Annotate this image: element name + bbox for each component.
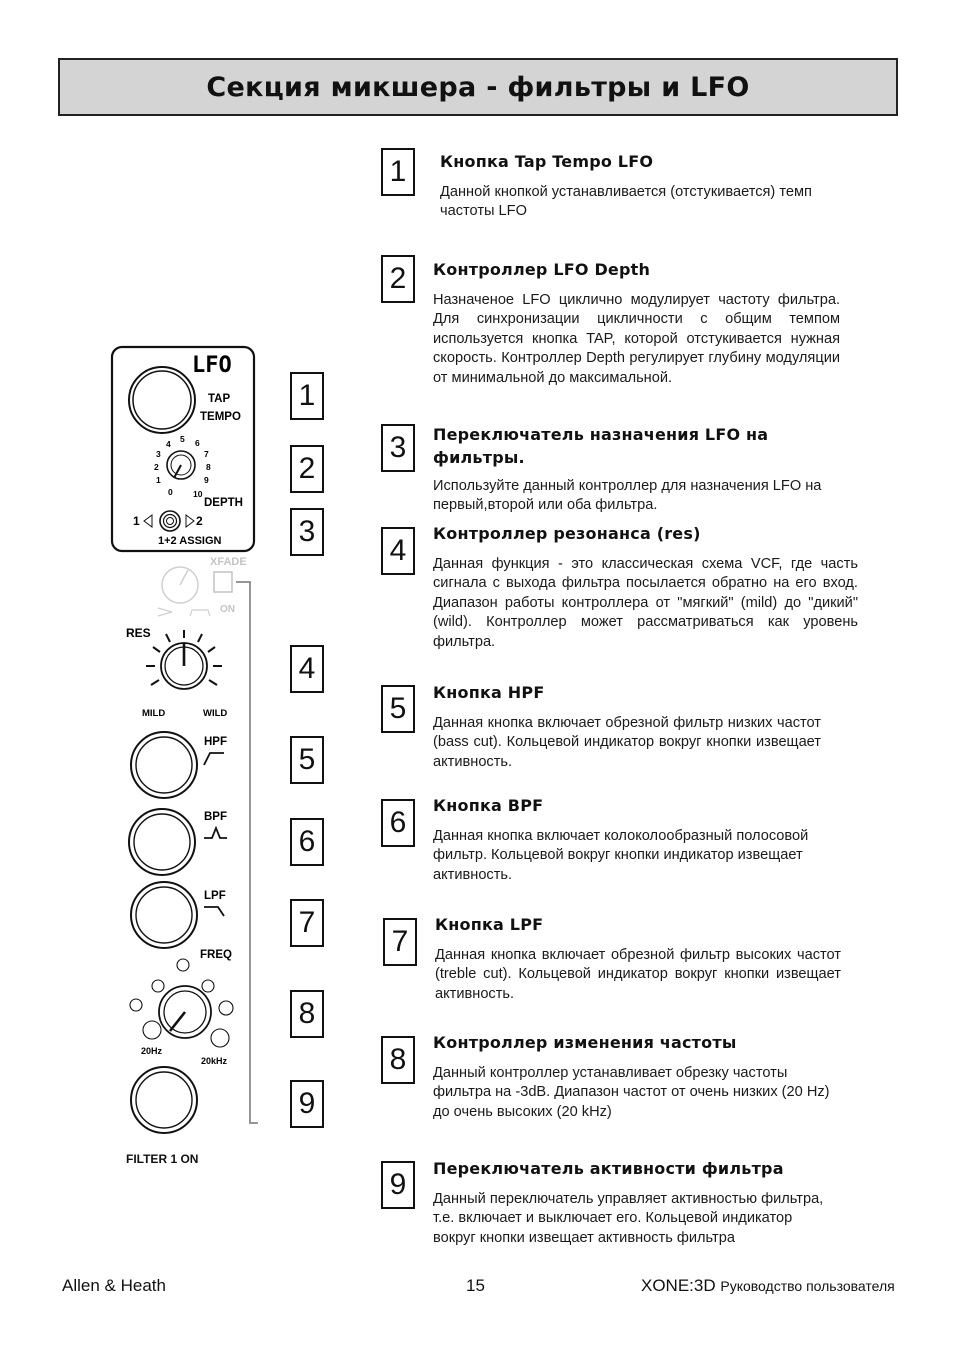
section-text: Данная кнопка включает обрезной фильтр низких частот (bass cut). Кольцевой индикатор вокруг кнопки извещает активность.: [433, 715, 821, 770]
section-hpf: [433, 681, 821, 772]
section-lfo-depth: [433, 258, 840, 388]
freq-knob[interactable]: [159, 986, 211, 1038]
bpf-button[interactable]: [129, 809, 195, 875]
depth-tick: 3: [156, 449, 161, 459]
mild-label: MILD: [142, 708, 166, 719]
lpf-button[interactable]: [131, 882, 197, 948]
assign-left-label: 1: [133, 514, 140, 528]
bpf-curve-icon: [204, 828, 227, 838]
section-number: 6: [381, 799, 415, 847]
filter-on-label: FILTER 1 ON: [126, 1152, 199, 1166]
section-number: 1: [381, 148, 415, 196]
lpf-curve-icon: [204, 907, 224, 916]
callout-number: 6: [290, 818, 324, 866]
depth-tick: 5: [180, 434, 185, 444]
section-bpf: [433, 794, 848, 885]
depth-tick: 1: [156, 475, 161, 485]
xfade-on-button[interactable]: [214, 572, 232, 592]
res-label: RES: [126, 626, 151, 640]
section-title: Кнопка LPF: [435, 915, 544, 934]
assign-label: 1+2 ASSIGN: [158, 535, 222, 547]
section-number: 4: [381, 527, 415, 575]
hpf-curve-icon: [204, 753, 224, 765]
section-text: Данная кнопка включает обрезной фильтр высоких частот (treble cut). Кольцевой индикатор вокруг кнопки извещает активность.: [435, 947, 841, 1002]
lfo-label: LFO: [192, 353, 232, 378]
callout-number: 1: [290, 372, 324, 420]
filter-group-bracket: [236, 582, 258, 1123]
depth-tick: 7: [204, 449, 209, 459]
callout-number: 7: [290, 899, 324, 947]
section-number: 9: [381, 1161, 415, 1209]
callout-number: 3: [290, 508, 324, 556]
section-text: Данной кнопкой устанавливается (отстукивается) темп частоты LFO: [440, 184, 812, 220]
xfade-faded-area: [158, 556, 247, 616]
depth-tick: 9: [204, 475, 209, 485]
depth-tick: 0: [168, 487, 173, 497]
depth-tick: 10: [193, 489, 203, 499]
section-title: Переключатель активности фильтра: [433, 1159, 784, 1178]
lpf-label: LPF: [204, 890, 226, 902]
xfade-on-label: ON: [220, 604, 235, 615]
depth-label: DEPTH: [204, 497, 243, 509]
footer-brand: XONE:3D: [641, 1276, 716, 1295]
section-tap-tempo: [440, 150, 820, 222]
section-number: 7: [383, 918, 417, 966]
section-title: Контроллер резонанса (res): [433, 524, 701, 543]
section-text: Данный переключатель управляет активностью фильтра, т.е. включает и выключает его. Кольцевой индикатор вокруг кнопки извещает активность фильтра: [433, 1191, 824, 1246]
section-text: Данная функция - это классическая схема VCF, где часть сигнала с выхода фильтра посылается обратно на его вход. Диапазон работы контроллера от "мягкий" (mild) до "дикий" (wild). Контроллер может рассматриваться как уровень фильтра.: [433, 556, 858, 650]
section-resonance: [433, 522, 858, 652]
callout-number: 4: [290, 645, 324, 693]
depth-tick: 4: [166, 439, 171, 449]
page-title: Секция микшера - фильтры и LFO: [58, 58, 898, 116]
freq-min-label: 20Hz: [141, 1046, 163, 1056]
section-text: Данный контроллер устанавливает обрезку частоты фильтра на -3dB. Диапазон частот от очень низких (20 Hz) до очень высоких (20 kHz): [433, 1065, 830, 1120]
section-number: 5: [381, 685, 415, 733]
hpf-button[interactable]: [131, 732, 197, 798]
section-title: Контроллер LFO Depth: [433, 260, 651, 279]
section-lfo-assign: [433, 423, 843, 516]
section-number: 8: [381, 1036, 415, 1084]
depth-knob[interactable]: [167, 451, 195, 479]
wild-label: WILD: [203, 708, 228, 719]
xfade-label: XFADE: [210, 556, 247, 568]
section-title: Переключатель назначения LFO на фильтры.: [433, 425, 769, 467]
footer-company: Allen & Heath: [62, 1276, 166, 1295]
section-text: Используйте данный контроллер для назначения LFO на первый,второй или оба фильтра.: [433, 478, 822, 514]
depth-tick: 8: [206, 462, 211, 472]
footer-doc-title: Руководство пользователя: [720, 1278, 895, 1294]
section-title: Контроллер изменения частоты: [433, 1033, 737, 1052]
section-text: Назначеное LFO циклично модулирует частоту фильтра. Для синхронизации цикличности с общим темпом используется кнопка TAP, которой отстукивается нужная скорость. Контроллер Depth регулирует глубину модуляции от минимальной до максимальной.: [433, 292, 840, 386]
depth-tick: 2: [154, 462, 159, 472]
depth-tick: 6: [195, 438, 200, 448]
section-title: Кнопка HPF: [433, 683, 545, 702]
section-lpf: [435, 913, 841, 1004]
callout-number: 8: [290, 990, 324, 1038]
mixer-panel-illustration: [100, 340, 270, 1140]
assign-switch[interactable]: [160, 511, 180, 531]
callout-number: 2: [290, 445, 324, 493]
section-frequency: [433, 1031, 843, 1122]
tap-label: TAP: [208, 393, 231, 405]
section-number: 2: [381, 255, 415, 303]
footer-product: [641, 1276, 895, 1296]
freq-max-label: 20kHz: [201, 1056, 228, 1066]
section-title: Кнопка BPF: [433, 796, 544, 815]
section-filter-on: [433, 1157, 833, 1248]
bpf-label: BPF: [204, 811, 227, 823]
tempo-label: TEMPO: [200, 411, 241, 423]
callout-number: 9: [290, 1080, 324, 1128]
res-knob[interactable]: [161, 643, 207, 689]
freq-label: FREQ: [200, 949, 232, 961]
section-number: 3: [381, 424, 415, 472]
section-text: Данная кнопка включает колоколообразный полосовой фильтр. Кольцевой вокруг кнопки индикатор извещает активность.: [433, 828, 809, 883]
section-title: Кнопка Tap Tempo LFO: [440, 152, 654, 171]
callout-number: 5: [290, 736, 324, 784]
footer-page-number: 15: [466, 1276, 485, 1295]
filter-on-button[interactable]: [131, 1067, 197, 1133]
assign-right-label: 2: [196, 514, 203, 528]
hpf-label: HPF: [204, 736, 227, 748]
